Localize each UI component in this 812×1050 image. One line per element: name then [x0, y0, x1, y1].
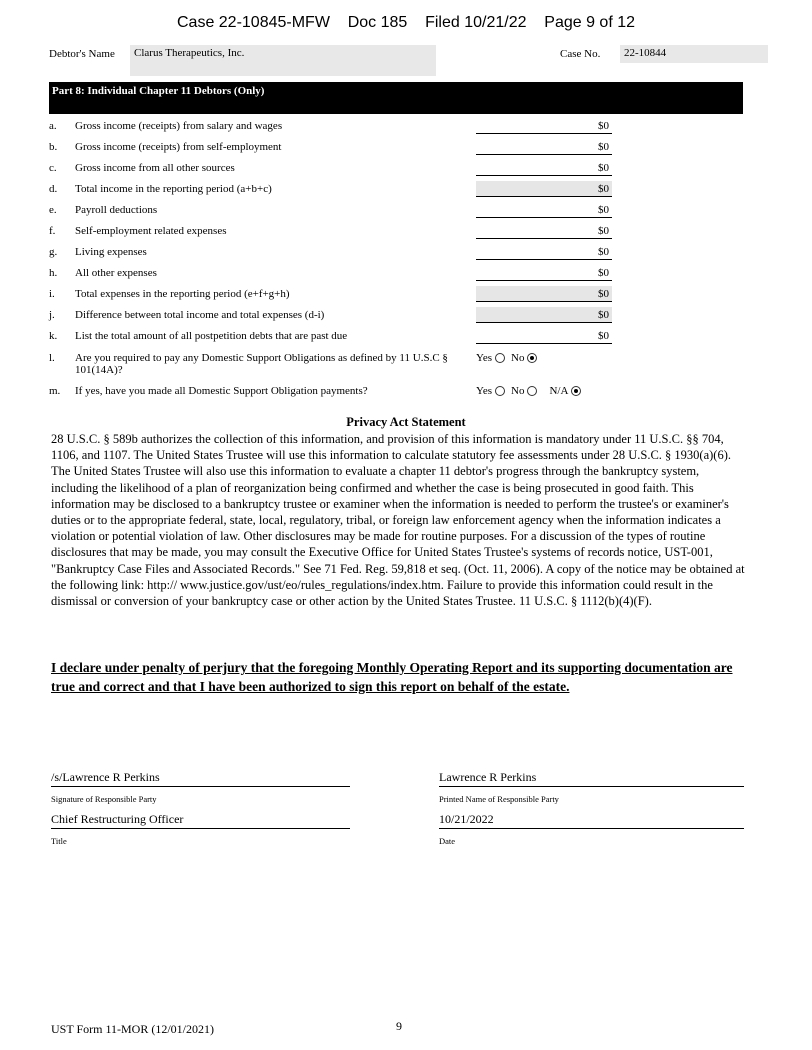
- declaration: I declare under penalty of perjury that the foregoing Monthly Operating Report and its supporting documentation are true and correct and that I have been authorized to sign this report on behalf of the estate.: [51, 660, 733, 694]
- title-label: Title: [51, 836, 67, 846]
- row-value-field[interactable]: [476, 307, 612, 323]
- case-no-field: 22-10844: [620, 45, 768, 63]
- row-m-letter: m.: [49, 385, 61, 397]
- row-value: $0: [598, 267, 609, 279]
- debtor-name-label: Debtor's Name: [49, 48, 115, 60]
- part8-title: Part 8: Individual Chapter 11 Debtors (Only): [52, 85, 265, 97]
- row-l-yes-radio[interactable]: [495, 353, 505, 363]
- row-letter: e.: [49, 204, 57, 216]
- row-label: List the total amount of all postpetition debts that are past due: [75, 330, 348, 342]
- row-value: $0: [598, 120, 609, 132]
- row-letter: h.: [49, 267, 58, 279]
- row-letter: i.: [49, 288, 55, 300]
- row-l-letter: l.: [49, 352, 55, 364]
- row-value: $0: [598, 330, 609, 342]
- row-value-field[interactable]: [476, 181, 612, 197]
- row-value-field[interactable]: [476, 139, 612, 155]
- row-value: $0: [598, 183, 609, 195]
- row-m-na-radio[interactable]: [571, 386, 581, 396]
- row-m-label: If yes, have you made all Domestic Support Obligation payments?: [75, 385, 368, 397]
- row-value-field[interactable]: [476, 223, 612, 239]
- row-label: Gross income (receipts) from salary and wages: [75, 120, 283, 132]
- date-field: 10/21/2022: [439, 811, 744, 829]
- row-letter: k.: [49, 330, 58, 342]
- row-value: $0: [598, 204, 609, 216]
- title-field: Chief Restructuring Officer: [51, 811, 350, 829]
- row-value-field[interactable]: [476, 202, 612, 218]
- part8-header: [49, 82, 743, 114]
- date-label: Date: [439, 836, 456, 846]
- row-label: Total expenses in the reporting period (e+f+g+h): [75, 288, 290, 300]
- row-m-no-label: No: [511, 385, 525, 397]
- form-footer: UST Form 11-MOR (12/01/2021): [51, 1022, 215, 1036]
- row-m-options: [476, 385, 587, 397]
- row-value: $0: [598, 141, 609, 153]
- case-header: Case 22-10845-MFW Doc 185 Filed 10/21/22 Page 9 of 12: [176, 14, 636, 31]
- row-letter: f.: [49, 225, 56, 237]
- row-label: Difference between total income and total expenses (d-i): [75, 309, 325, 321]
- row-letter: g.: [49, 246, 58, 258]
- signature-label: Signature of Responsible Party: [51, 794, 157, 804]
- row-letter: j.: [49, 309, 55, 321]
- row-m-no-radio[interactable]: [527, 386, 537, 396]
- row-label: Living expenses: [75, 246, 147, 258]
- privacy-title: Privacy Act Statement: [346, 415, 466, 429]
- page-number: 9: [396, 1019, 402, 1033]
- case-no-label: Case No.: [560, 48, 601, 60]
- row-letter: d.: [49, 183, 58, 195]
- row-label: All other expenses: [75, 267, 157, 279]
- printed-name-field: Lawrence R Perkins: [439, 769, 744, 787]
- row-value-field[interactable]: [476, 328, 612, 344]
- privacy-body: 28 U.S.C. § 589b authorizes the collection of this information, and provision of this information is mandatory under 11 U.S.C. §§ 704, 1106, and 1107. The United States Trustee will use this information to calculate statutory fee assessments under 28 U.S.C. § 1930(a)(6). The United States Trustee will also use this information to evaluate a chapter 11 debtor's progress through the bankruptcy system, including the likelihood of a plan of reorganization being confirmed and whether the case is being prosecuted in good faith. This information may be disclosed to a bankruptcy trustee or examiner when the information is needed to perform the trustee's or examiner's duties or to the appropriate federal, state, local, regulatory, tribal, or foreign law enforcement agency when the information indicates a violation or potential violation of law. Other disclosures may be made for routine purposes. For a discussion of the types of routine disclosures that may be made, you may consult the Executive Office for United States Trustee's systems of records notice, UST-001, "Bankruptcy Case Files and Associated Records." See 71 Fed. Reg. 59,818 et seq. (Oct. 11, 2006). A copy of the notice may be obtained at the following link: http:// www.justice.gov/ust/eo/rules_regulations/index.htm. Failure to provide this information could result in the dismissal or conversion of your bankruptcy case or other action by the United States Trustee. 11 U.S.C. § 1112(b)(4)(F).: [51, 432, 745, 609]
- row-letter: a.: [49, 120, 57, 132]
- row-letter: b.: [49, 141, 58, 153]
- row-label: Gross income (receipts) from self-employment: [75, 141, 282, 153]
- row-value-field[interactable]: [476, 118, 612, 134]
- row-value: $0: [598, 246, 609, 258]
- row-l-no-label: No: [511, 352, 525, 364]
- row-value: $0: [598, 288, 609, 300]
- row-letter: c.: [49, 162, 57, 174]
- signature-field: /s/Lawrence R Perkins: [51, 769, 350, 787]
- printed-name-label: Printed Name of Responsible Party: [439, 794, 559, 804]
- row-l-yes-label: Yes: [476, 352, 493, 364]
- row-label: Total income in the reporting period (a+b+c): [75, 183, 272, 195]
- row-value: $0: [598, 309, 609, 321]
- row-m-na-label: N/A: [549, 385, 569, 397]
- row-value: $0: [598, 225, 609, 237]
- row-value-field[interactable]: [476, 244, 612, 260]
- row-l-no-radio[interactable]: [527, 353, 537, 363]
- row-value-field[interactable]: [476, 265, 612, 281]
- row-m-yes-radio[interactable]: [495, 386, 505, 396]
- row-value: $0: [598, 162, 609, 174]
- row-m-yes-label: Yes: [476, 385, 493, 397]
- row-l-options: [476, 352, 543, 364]
- row-label: Self-employment related expenses: [75, 225, 227, 237]
- debtor-name-field: Clarus Therapeutics, Inc.: [130, 45, 436, 76]
- row-label: Payroll deductions: [75, 204, 158, 216]
- row-value-field[interactable]: [476, 160, 612, 176]
- row-label: Gross income from all other sources: [75, 162, 235, 174]
- row-value-field[interactable]: [476, 286, 612, 302]
- row-l-label: Are you required to pay any Domestic Support Obligations as defined by 11 U.S.C § 101(14A)?: [75, 352, 448, 376]
